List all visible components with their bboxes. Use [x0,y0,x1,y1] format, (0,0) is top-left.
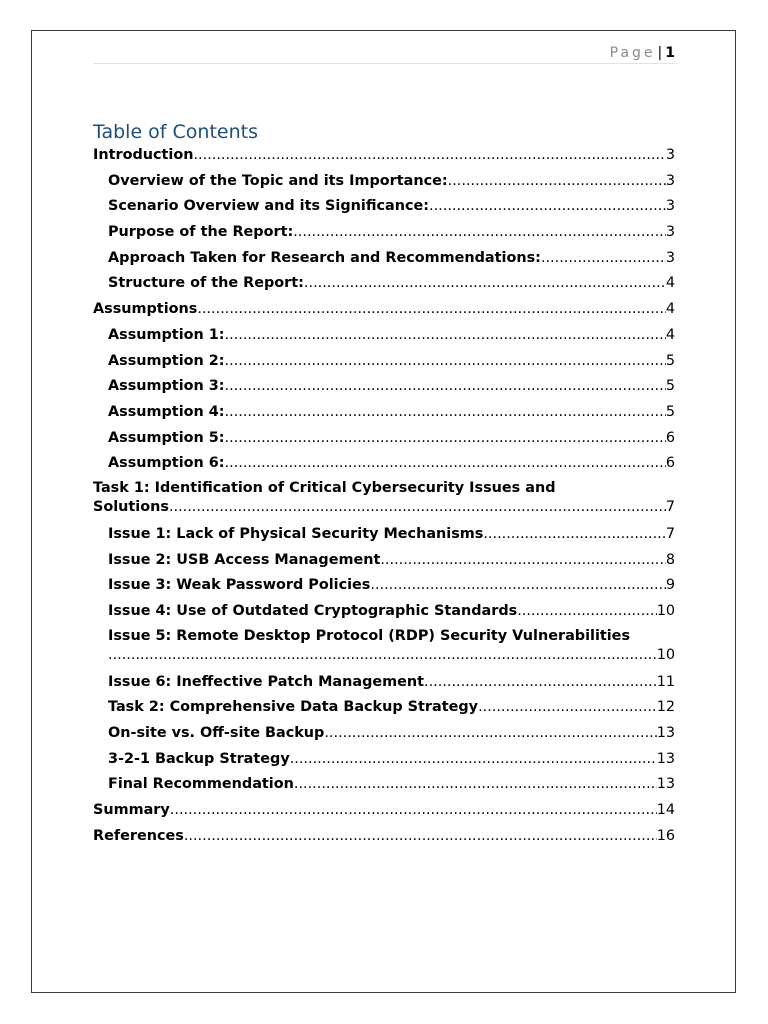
toc-leader [193,145,665,165]
toc-page-number: 4 [665,301,675,318]
toc-entry-assumption-4[interactable] [93,402,675,428]
toc-entry-summary[interactable] [93,800,675,826]
toc-page-number: 3 [665,198,675,215]
toc-leader [448,171,666,191]
toc-entry-text: Assumption 2: [108,352,225,369]
toc-page-number: 8 [665,551,675,568]
toc-entry-scenario[interactable] [93,196,675,222]
toc-page-number: 3 [665,249,675,266]
toc-leader [169,498,666,517]
toc-entry-text: Issue 1: Lack of Physical Security Mechanisms [108,525,484,542]
toc-entry-text: Assumption 1: [108,326,225,343]
toc-leader [225,428,666,448]
toc-entry-structure[interactable] [93,273,675,299]
toc-page-number: 14 [656,802,675,819]
toc-page-number: 5 [665,403,675,420]
toc-entry-assumptions[interactable] [93,299,675,325]
toc-entry-task-2[interactable] [93,697,675,723]
toc-entry-text: Assumption 3: [108,378,225,395]
toc-entry-text: Purpose of the Report: [108,224,294,241]
toc-entry-text: Assumption 4: [108,403,225,420]
toc-page-number: 6 [665,455,675,472]
toc-entry-introduction[interactable] [93,145,675,171]
toc-page-number: 9 [665,577,675,594]
toc-leader [225,453,666,473]
toc-entry-text: Summary [93,802,170,819]
toc-entry-issue-4[interactable] [93,601,675,627]
toc-leader [429,196,666,216]
toc-page-number: 3 [665,147,675,163]
toc-entry-task-1[interactable] [93,479,675,524]
toc-entry-text: Introduction [93,147,194,163]
toc-leader [225,376,666,396]
toc-entry-text: Task 2: Comprehensive Data Backup Strategy [108,699,479,716]
page-number: 1 [665,45,675,61]
toc-page-number: 3 [665,224,675,241]
toc-title: Table of Contents [93,121,258,143]
toc-entry-text: Issue 2: USB Access Management [108,551,381,568]
toc-leader [304,273,666,293]
toc-entry-assumption-2[interactable] [93,351,675,377]
toc-leader [225,325,666,345]
toc-entry-issue-3[interactable] [93,575,675,601]
toc-leader [370,575,665,595]
toc-entry-final-recommendation[interactable] [93,774,675,800]
toc-page-number: 6 [665,429,675,446]
toc-entry-text: Scenario Overview and its Significance: [108,198,430,215]
document-page [31,30,736,993]
toc-leader [197,299,666,319]
toc-entry-text: 3-2-1 Backup Strategy [108,750,290,767]
toc-entry-issue-6[interactable] [93,672,675,698]
toc-entry-text: Assumption 6: [108,455,225,472]
toc-entry-assumption-5[interactable] [93,428,675,454]
toc-entry-issue-1[interactable] [93,524,675,550]
toc-entry-text: Issue 5: Remote Desktop Protocol (RDP) Security Vulnerabilities [108,627,631,644]
toc-entry-overview[interactable] [93,171,675,197]
toc-entry-text: Task 1: Identification of Critical Cybersecurity Issues and [93,479,556,496]
toc-entry-text: Assumptions [93,301,198,318]
toc-entry-text: Final Recommendation [108,776,294,793]
toc-page-number: 3 [665,172,675,189]
toc-entry-issue-5[interactable] [93,627,675,672]
toc-page-number: 4 [665,326,675,343]
toc-leader [541,248,666,268]
toc-leader [108,646,657,665]
page-separator: | [657,45,663,61]
toc-entry-text-cont: Solutions [93,498,169,515]
page-label: Page [609,45,656,61]
toc-leader [184,826,657,846]
toc-leader [380,550,666,570]
toc-leader [517,601,657,621]
toc-leader [483,524,665,544]
toc-page-number: 10 [656,646,675,663]
toc-entry-onsite-offsite[interactable] [93,723,675,749]
toc-page-number: 5 [665,378,675,395]
toc-leader [225,402,666,422]
toc-entry-text: Approach Taken for Research and Recommendations: [108,249,541,266]
toc-leader [324,723,656,743]
toc-entry-text: Overview of the Topic and its Importance: [108,172,448,189]
toc-leader [225,351,666,371]
toc-page-number: 11 [656,673,675,690]
toc-leader [478,697,657,717]
toc-page-number: 7 [665,498,675,515]
toc-entry-references[interactable] [93,826,675,852]
toc-leader [290,749,657,769]
toc-page-number: 5 [665,352,675,369]
toc-page-number: 13 [656,776,675,793]
toc-leader [170,800,657,820]
toc-page-number: 4 [665,275,675,292]
toc-entry-text: References [93,827,184,844]
toc-entry-321-strategy[interactable] [93,749,675,775]
toc-entry-approach[interactable] [93,248,675,274]
toc-leader [424,672,657,692]
page-header [93,44,675,64]
toc-entry-text: Issue 4: Use of Outdated Cryptographic Standards [108,603,518,619]
toc-entry-text: Issue 6: Ineffective Patch Management [108,673,425,690]
toc-page-number: 12 [656,699,675,716]
toc-entry-assumption-1[interactable] [93,325,675,351]
toc-entry-assumption-3[interactable] [93,376,675,402]
toc-entry-issue-2[interactable] [93,550,675,576]
toc-page-number: 13 [656,725,675,742]
toc-leader [294,774,657,794]
table-of-contents [93,145,675,852]
toc-page-number: 10 [656,603,675,619]
toc-page-number: 7 [665,525,675,542]
toc-entry-text: Issue 3: Weak Password Policies [108,577,371,594]
toc-page-number: 16 [656,827,675,844]
toc-entry-text: Structure of the Report: [108,275,304,292]
toc-leader [293,222,666,242]
toc-entry-assumption-6[interactable] [93,453,675,479]
toc-page-number: 13 [656,750,675,767]
toc-entry-text: On-site vs. Off-site Backup [108,725,325,742]
toc-entry-purpose[interactable] [93,222,675,248]
toc-entry-text: Assumption 5: [108,429,225,446]
